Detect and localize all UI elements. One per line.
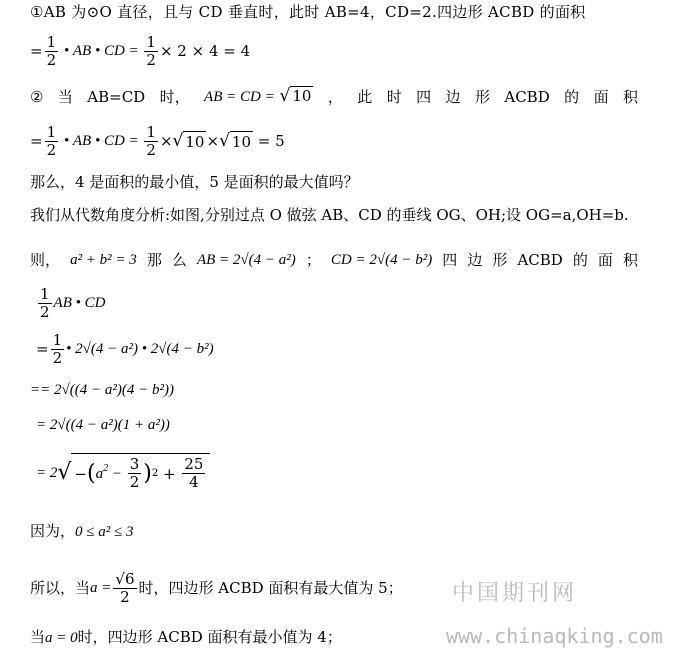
relation-eq2: AB = 2√(4 − a²) (196, 252, 296, 268)
case2-expr: AB = CD = √ 10 (204, 86, 312, 106)
case2-text: ② 当 AB=CD 时， AB = CD = √ 10 ， 此 时 四 边 形 ACBD 的 面 积 (30, 86, 638, 106)
watermark-brand: 中国期刊网 (452, 581, 578, 606)
because-line: 因为，0 ≤ a² ≤ 3 (30, 522, 134, 540)
half-fraction: $\frac{1}{2}$ (46, 122, 57, 159)
case1-formula: = $\frac{1}{2}$ • AB • CD = $\frac{1}{2}$ × 2 × 4 = 4 (30, 32, 251, 69)
half-fraction: $\frac{1}{2}$ (146, 122, 156, 159)
case1-text: ①AB 为⊙O 直径，且与 CD 垂直时，此时 AB=4，CD=2.四边形 ACBD 的面积 (30, 3, 586, 21)
relation-eq3: CD = 2√(4 − b²) (330, 252, 433, 268)
step-3: == 2√((4 − a²)(4 − b²)) (30, 382, 174, 398)
half-fraction: $\frac{1}{2}$ (46, 32, 57, 69)
step-2: = $\frac{1}{2}$ • 2√(4 − a²) • 2√(4 − b²) (36, 330, 214, 367)
step-5: = 2 √ − ( $a^2$ − $\frac{3}{2}$ ) 2 + $\frac{25}{4}$ (36, 448, 210, 498)
step-4: = 2√((4 − a²)(1 + a²)) (36, 417, 170, 433)
case2-formula: = $\frac{1}{2}$ • AB • CD = $\frac{1}{2}$ × √ 10 × √ 10 = 5 (30, 122, 285, 159)
half-fraction: $\frac{1}{2}$ (40, 284, 50, 321)
step-1: $\frac{1}{2}$ AB • CD (40, 284, 106, 321)
eq-sign: = (30, 42, 43, 60)
relation-text: 则， a² + b² = 3 那 么 AB = 2√(4 − a²) ； CD = 2√(4 − b²) 四 边 形 ACBD 的 面 积 (30, 251, 638, 269)
half-fraction: $\frac{1}{2}$ (146, 32, 156, 69)
case2-marker: ② (30, 87, 44, 106)
question-text: 那么，4 是面积的最小值，5 是面积的最大值吗？ (30, 173, 359, 191)
case2-result: = 5 (257, 132, 285, 150)
case1-result: × 2 × 4 = 4 (159, 42, 251, 60)
relation-eq1: a² + b² = 3 (70, 252, 137, 268)
max-line: 所以，当 a = $\frac{√6}{2}$ 时，四边形 ACBD 面积有最大值为 5； (30, 569, 403, 606)
analysis-text: 我们从代数角度分析:如图,分别过点 O 做弦 AB、CD 的垂线 OG、OH;设 OG=a,OH=b. (30, 206, 629, 224)
watermark-url: www.chinaqking.com (446, 624, 663, 648)
min-line: 当a = 0时，四边形 ACBD 面积有最小值为 4； (30, 628, 342, 646)
half-fraction: $\frac{1}{2}$ (52, 330, 63, 367)
